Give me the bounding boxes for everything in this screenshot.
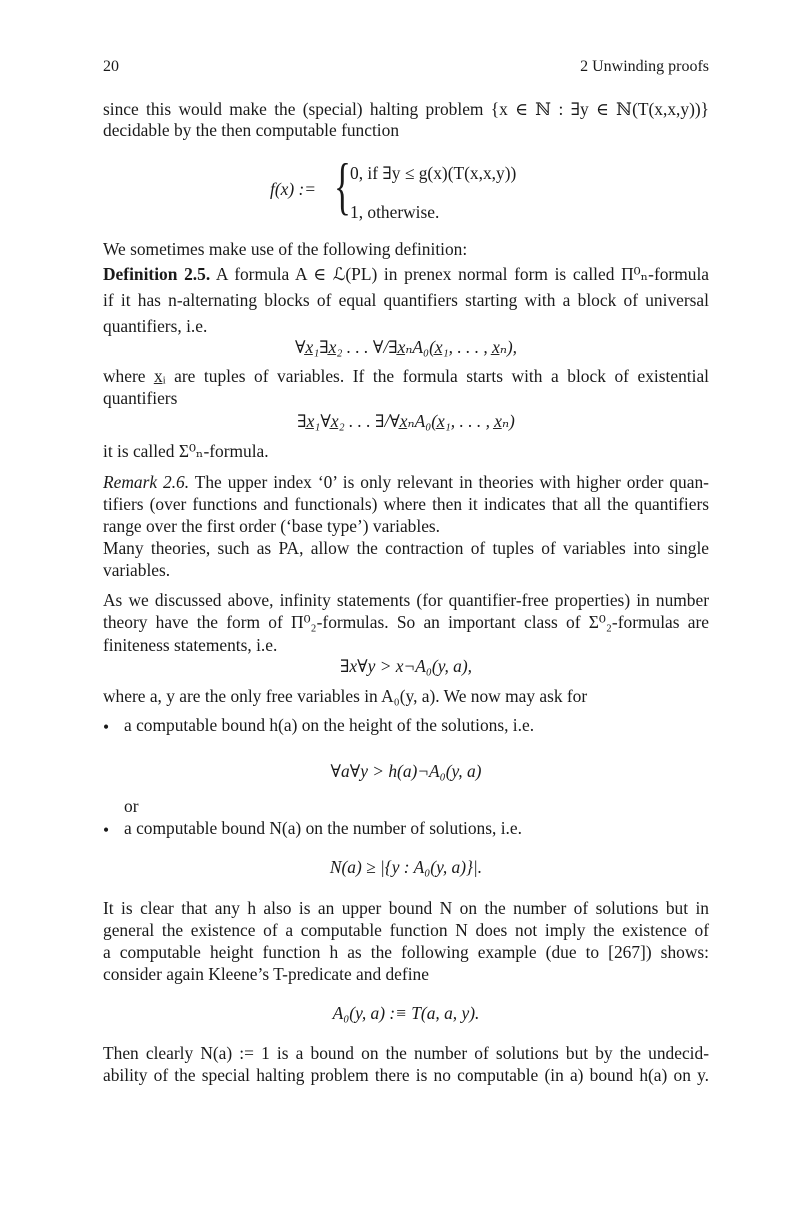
cases-brace: { xyxy=(334,150,351,221)
text-line: a computable height function h as the following example (due to [267]) shows: xyxy=(103,942,709,962)
text-line: theory have the form of Π⁰₂-formulas. So an important class of Σ⁰₂-formulas are xyxy=(103,612,709,632)
running-head: 2 Unwinding proofs xyxy=(580,58,709,75)
text-line: quantifiers xyxy=(103,388,178,408)
definition-text: A formula A ∈ ℒ(PL) in prenex normal form is called Π⁰ₙ-formula xyxy=(215,264,709,284)
text-line: if it has n-alternating blocks of equal quantifiers starting with a block of universal xyxy=(103,290,709,310)
display-formula: ∃x̲₁∀x̲₂ . . . ∃/∀x̲ₙA₀(x̲₁, . . . , x̲ₙ) xyxy=(297,411,515,431)
remark-line xyxy=(103,474,709,491)
text-line: where x̲ᵢ are tuples of variables. If the formula starts with a block of existential xyxy=(103,366,709,386)
text-line: Then clearly N(a) := 1 is a bound on the number of solutions but by the undecid- xyxy=(103,1043,709,1063)
display-formula: ∃x∀y > x¬A₀(y, a), xyxy=(339,656,472,676)
connector-word: or xyxy=(124,796,139,816)
definition-line xyxy=(103,266,709,283)
bullet-marker: • xyxy=(103,820,110,840)
text-line: variables. xyxy=(103,560,171,580)
text-line: since this would make the (special) halting problem {x ∈ ℕ : ∃y ∈ ℕ(T(x,x,y))} xyxy=(103,99,709,119)
function-name: f(x) := xyxy=(270,179,317,199)
text-line: It is clear that any h also is an upper bound N on the number of solutions but in xyxy=(103,898,709,918)
case-line: 0, if ∃y ≤ g(x)(T(x,x,y)) xyxy=(350,163,517,183)
text-line: Many theories, such as PA, allow the contraction of tuples of variables into single xyxy=(103,538,709,558)
text-line: We sometimes make use of the following definition: xyxy=(103,239,468,259)
text-line: it is called Σ⁰ₙ-formula. xyxy=(103,441,269,461)
text-line: general the existence of a computable function N does not imply the existence of xyxy=(103,920,709,940)
remark-text: The upper index ‘0’ is only relevant in theories with higher order quan- xyxy=(194,472,709,492)
page-number: 20 xyxy=(103,58,119,75)
text-line: decidable by the then computable function xyxy=(103,120,400,140)
case-line: 1, otherwise. xyxy=(350,202,440,222)
display-formula: ∀a∀y > h(a)¬A₀(y, a) xyxy=(330,761,482,781)
bullet-item: a computable bound h(a) on the height of the solutions, i.e. xyxy=(124,715,535,735)
text-line: consider again Kleene’s T-predicate and define xyxy=(103,964,429,984)
display-formula: N(a) ≥ |{y : A₀(y, a)}|. xyxy=(329,857,483,877)
text-line: finiteness statements, i.e. xyxy=(103,635,278,655)
remark-label: Remark 2.6. xyxy=(103,472,190,492)
text-line: range over the first order (‘base type’) variables. xyxy=(103,516,441,536)
bullet-marker: • xyxy=(103,717,110,737)
text-line: tifiers (over functions and functionals) where then it indicates that all the quantifiers xyxy=(103,494,709,514)
text-line: ability of the special halting problem there is no computable (in a) bound h(a) on y. xyxy=(103,1065,709,1085)
bullet-item: a computable bound N(a) on the number of solutions, i.e. xyxy=(124,818,522,838)
text-line: where a, y are the only free variables in A₀(y, a). We now may ask for xyxy=(103,686,588,706)
display-formula: A₀(y, a) :≡ T(a, a, y). xyxy=(332,1003,480,1023)
display-formula: ∀x̲₁∃x̲₂ . . . ∀/∃x̲ₙA₀(x̲₁, . . . , x̲ₙ), xyxy=(294,337,518,357)
definition-label: Definition 2.5. xyxy=(103,264,211,284)
text-line: As we discussed above, infinity statements (for quantifier-free properties) in number xyxy=(103,590,709,610)
text-line: quantifiers, i.e. xyxy=(103,316,208,336)
